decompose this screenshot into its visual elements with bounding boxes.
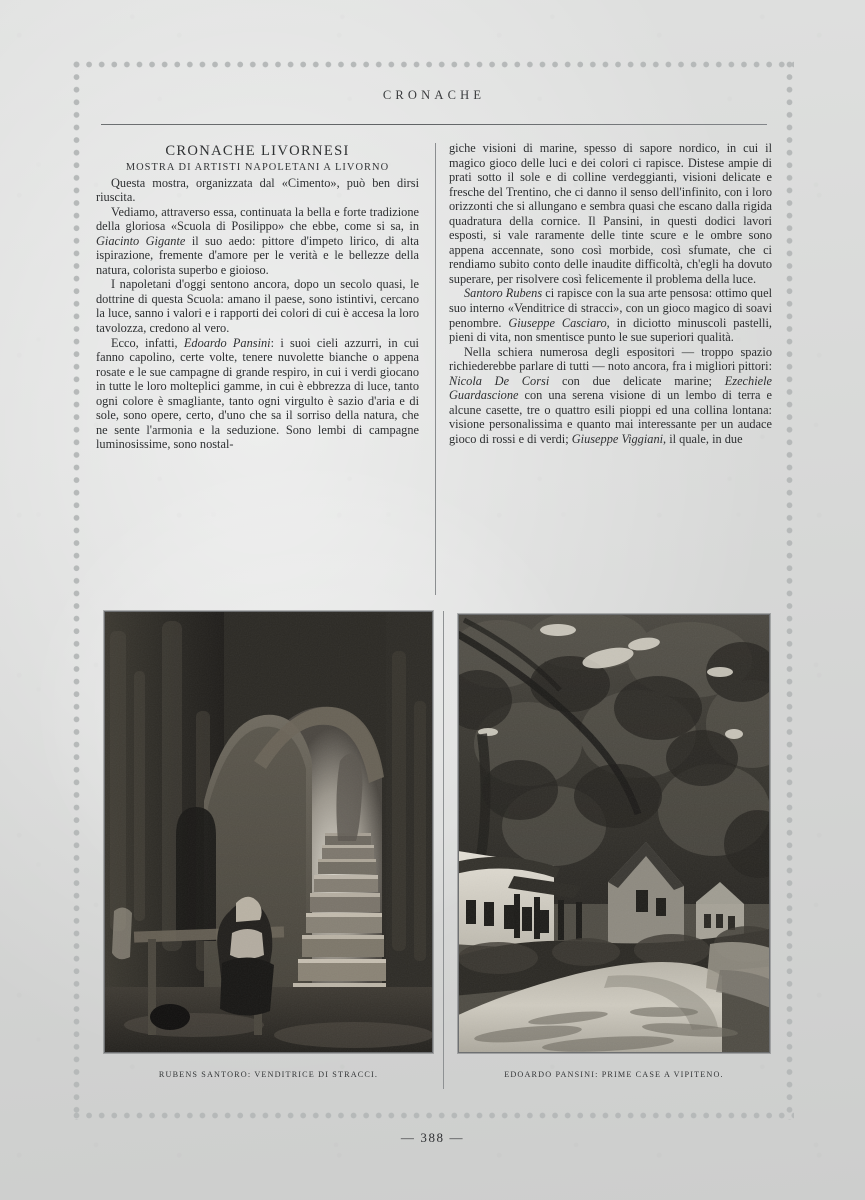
column-divider-rule xyxy=(435,143,436,595)
plate-image-left xyxy=(104,611,433,1053)
paragraph: Questa mostra, organizzata dal «Cimento», può ben dirsi riuscita. xyxy=(96,175,419,205)
border-top xyxy=(72,60,794,69)
running-head: CRONACHE xyxy=(382,88,486,102)
page-number: — 388 — xyxy=(400,1130,465,1145)
left-column xyxy=(96,141,419,452)
paragraph: Vediamo, attraverso essa, continuata la bella e forte tradizione della gloriosa «Scuola di Posilippo» che ebbe, come si sa, in Giacinto Gigante il suo aedo: pittore d'impeto lirico, di alta ispirazione, fremente d'amore per le verità e le bellezze della natura, colorista superbo e gioioso. xyxy=(96,204,419,277)
plate-image-right xyxy=(458,614,770,1053)
plate-left-illustration xyxy=(104,611,433,1053)
header-rule xyxy=(101,124,767,125)
plate-right-illustration xyxy=(458,614,770,1053)
paragraph: Nella schiera numerosa degli espositori — troppo spazio richiederebbe parlare di tutti — noto ancora, fra i migliori pittori: Nicola De Corsi con due delicate marine; Ezechiele Guardascione con una serena visione di un lembo di terra e alcune casette, tre o quattro esili pioppi ed una collina lontana: visione personalissima e quanto mai interessante per un audace gioco di rossi e di verdi; Giuseppe Viggiani, il quale, in due xyxy=(449,344,773,446)
plate-left-caption: RUBENS SANTORO: VENDITRICE DI STRACCI. xyxy=(158,1070,379,1079)
border-bottom xyxy=(72,1111,794,1120)
right-column xyxy=(449,141,772,446)
paragraph: Ecco, infatti, Edoardo Pansini: i suoi cieli azzurri, in cui fanno capolino, certe volte, tenere nuvolette bianche o appena rosate e le sue campagne di grande respiro, in cui i verdi giocano in tutte le loro molteplici gamme, in cui è ebbrezza di luce, tanto ogni colore è smagliante, tanto ogni virgulto è sazio d'aria e di sole, sono opere, certo, d'uno che sa il sorriso della natura, che ne sente l'armonia e la seduzione. Sono lembi di campagne luminosissime, sono nostal- xyxy=(96,335,419,452)
border-right xyxy=(785,60,794,1120)
border-left xyxy=(72,60,81,1120)
paragraph: Santoro Rubens ci rapisce con la sua arte pensosa: ottimo quel suo interno «Venditrice di stracci», con un gioco magico di soavi penombre. Giuseppe Casciaro, in diciotto minuscoli pastelli, pieni di vita, non smentisce punto le sue superiori qualità. xyxy=(449,286,772,345)
paragraph: I napoletani d'oggi sentono ancora, dopo un secolo quasi, le dottrine di questa Scuola: amano il paese, sono istintivi, cercano la luce, sanno i valori e i rapporti dei colori di cui è accesa la loro tavolozza, credono al vero. xyxy=(96,277,419,336)
paragraph: giche visioni di marine, spesso di sapore nordico, in cui il magico gioco delle luci e dei colori ci rapisce. Distese ampie di prati sotto il sole e di colline verdeggianti, visioni delicate e fresche del Trentino, che ci danno il senso dell'infinito, con i loro orizzonti che si allungano e sembra quasi che escano dalla rigida quadratura della cornice. Il Pansini, in questi dodici lavori esposti, si vale raramente delle tinte scure e le ombre sono appena accennate, sono così morbide, così sfumate, che ci rendiamo subito conto delle inaudite difficoltà, ch'egli ha dovuto superare, per risolvere così felicemente il problema della luce. xyxy=(449,141,772,286)
plates-divider-rule xyxy=(443,611,444,1089)
article-title: CRONACHE LIVORNESI xyxy=(165,143,350,159)
text-body xyxy=(96,141,772,596)
plate-right-caption: EDOARDO PANSINI: PRIME CASE A VIPITENO. xyxy=(504,1070,724,1079)
article-subtitle: MOSTRA DI ARTISTI NAPOLETANI A LIVORNO xyxy=(125,162,390,173)
